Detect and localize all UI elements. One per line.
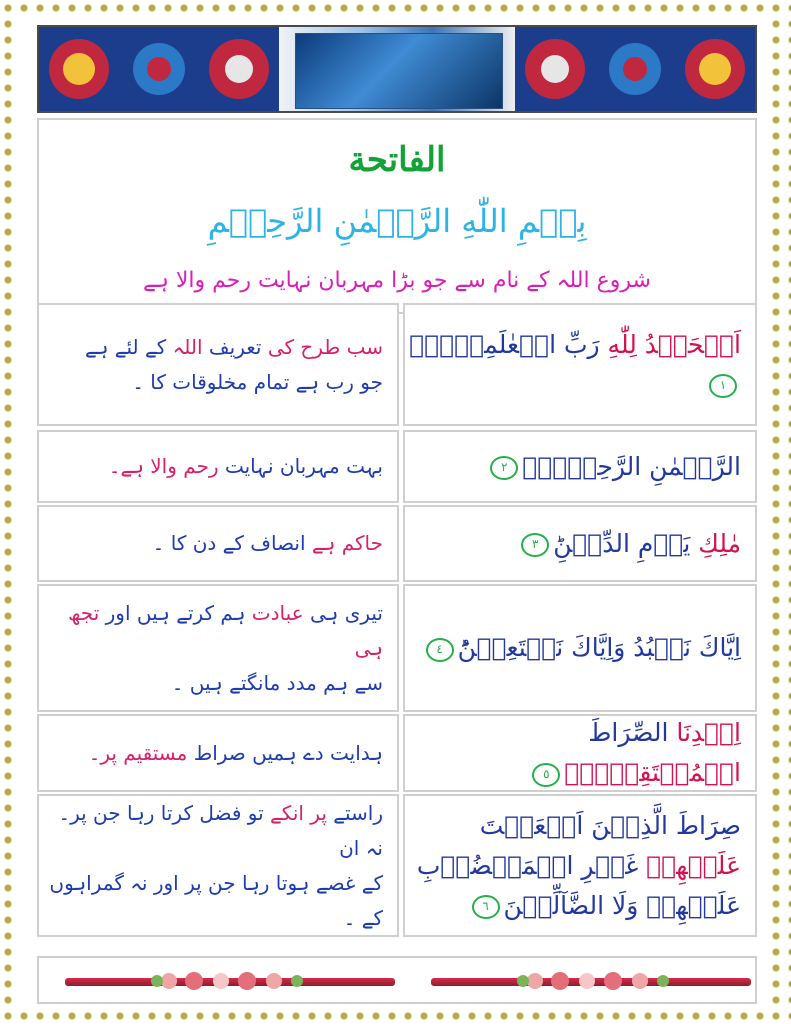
translation-line-1 <box>109 449 383 484</box>
translation-line-1 <box>89 736 383 771</box>
translation-segment: نہایت <box>218 454 274 478</box>
verse-arabic-cell <box>403 794 757 937</box>
arabic-segment: اِيَّاكَ نَعۡبُدُ وَاِيَّاكَ نَسۡتَعِيۡنُؕ <box>457 633 741 662</box>
verse-translation-text <box>85 330 383 400</box>
ayah-number-icon: ٢ <box>490 456 518 480</box>
surah-title: الفاتحة <box>348 140 446 180</box>
verse-translation-cell <box>37 505 399 582</box>
translation-line-2: جو رب ہے تمام مخلوقات کا ۔ <box>132 369 383 394</box>
translation-segment: تجھ ہی <box>68 600 383 660</box>
verse-arabic-text <box>405 325 741 405</box>
arabic-segment: يَوۡمِ الدِّيۡنِؕ <box>553 528 691 558</box>
verse-arabic-cell <box>403 303 757 426</box>
arabic-segment: مٰلِكِ <box>690 528 741 558</box>
arabic-segment: رَبِّ الۡعٰلَمِيۡنَۙ <box>409 329 600 359</box>
translation-segment: ہدایت دے ہمیں <box>245 740 383 765</box>
arabic-segment: الۡمُسۡتَقِيۡمَۙ <box>564 758 741 787</box>
arabic-segment: غَيۡرِ الۡمَغۡضُوۡبِ عَلَيۡهِمۡ وَلَا الضَّآلِّيۡنَ <box>416 850 741 920</box>
verse-translation-text <box>39 796 383 936</box>
verse-arabic-text <box>405 806 741 926</box>
translation-segment: انصاف کے دن کا ۔ <box>152 531 306 555</box>
verse-arabic-cell <box>403 714 757 792</box>
translation-segment: حاکم ہے <box>305 531 383 555</box>
verse-arabic-text <box>517 524 741 564</box>
verse-translation-cell <box>37 794 399 937</box>
translation-segment: تو فضل کرتا رہا جن پر۔ نہ ان <box>58 800 383 860</box>
verse-translation-cell <box>37 584 399 712</box>
verse-translation-text <box>109 449 383 484</box>
translation-segment: عبادت <box>245 600 304 625</box>
translation-segment: مستقیم پر۔ <box>88 740 188 765</box>
arabic-segment: اَلۡحَمۡدُ لِلّٰهِ <box>599 329 741 359</box>
verse-arabic-cell <box>403 505 757 582</box>
translation-segment: سب طرح کی <box>261 334 383 359</box>
translation-segment: کے لئے ہے <box>84 334 167 359</box>
verse-row <box>37 505 757 582</box>
ayah-number-icon: ٤ <box>426 638 454 662</box>
translation-segment: اللہ <box>166 334 203 359</box>
arabic-segment: الرَّحۡمٰنِ الرَّحِيۡمِۙ <box>522 451 741 481</box>
ayah-number-icon: ٣ <box>521 533 549 557</box>
floral-ornament-right <box>515 27 755 111</box>
translation-segment: تعریف <box>202 334 262 359</box>
verse-row <box>37 714 757 792</box>
arabic-segment: الصِّرَاطَ <box>588 718 669 747</box>
page-frame <box>20 20 771 1004</box>
quran-book-image <box>295 33 503 109</box>
verse-arabic-text <box>405 713 741 793</box>
verse-arabic-cell <box>403 584 757 712</box>
translation-segment: پر انکے <box>263 800 327 825</box>
translation-segment: راستے <box>326 800 383 825</box>
floral-ornament-left <box>39 27 279 111</box>
bismillah: بِسۡمِ اللّٰهِ الرَّحۡمٰنِ الرَّحِيۡمِ <box>207 202 587 240</box>
translation-line-2: کے غصے ہوتا رہا جن پر اور نہ گمراہوں کے ۔ <box>49 870 383 930</box>
title-panel <box>37 118 757 314</box>
verse-arabic-cell <box>403 430 757 503</box>
verse-row <box>37 584 757 712</box>
translation-line-1 <box>39 796 383 866</box>
ayah-number-icon: ٥ <box>532 763 560 787</box>
translation-line-1 <box>85 330 383 365</box>
verse-row <box>37 794 757 937</box>
flowers-left <box>149 968 309 994</box>
translation-line-1 <box>153 526 383 561</box>
verse-arabic-text <box>422 628 741 668</box>
translation-line-2: سے ہم مدد مانگتے ہیں ۔ <box>171 670 383 695</box>
arabic-segment: اِهۡدِنَا <box>668 718 741 747</box>
flowers-right <box>515 968 675 994</box>
verse-arabic-text <box>486 447 741 487</box>
header-banner <box>37 25 757 113</box>
translation-segment: بہت مہربان <box>273 454 383 478</box>
translation-segment: تیری ہی <box>303 600 383 625</box>
verse-row <box>37 303 757 426</box>
ayah-number-icon: ١ <box>709 374 737 398</box>
verse-translation-cell <box>37 714 399 792</box>
verse-translation-text <box>89 736 383 771</box>
translation-segment: رحم والا ہے۔ <box>108 454 219 478</box>
footer-ornament <box>37 956 757 1004</box>
arabic-segment: عَلَيۡهِمۡ <box>638 850 741 880</box>
translation-line-1 <box>39 596 383 666</box>
verse-translation-text <box>153 526 383 561</box>
verse-row <box>37 430 757 503</box>
verse-translation-cell <box>37 303 399 426</box>
arabic-segment: صِرَاطَ الَّذِيۡنَ اَنۡعَمۡتَ <box>479 810 741 840</box>
translation-segment: ہم کرتے ہیں اور <box>99 600 246 625</box>
bismillah-translation: شروع اللہ کے نام سے جو بڑا مہربان نہایت رحم والا ہے <box>143 268 651 293</box>
verse-translation-text <box>39 596 383 701</box>
verse-translation-cell <box>37 430 399 503</box>
ayah-number-icon: ٦ <box>472 895 500 919</box>
translation-segment: صراط <box>187 740 246 765</box>
